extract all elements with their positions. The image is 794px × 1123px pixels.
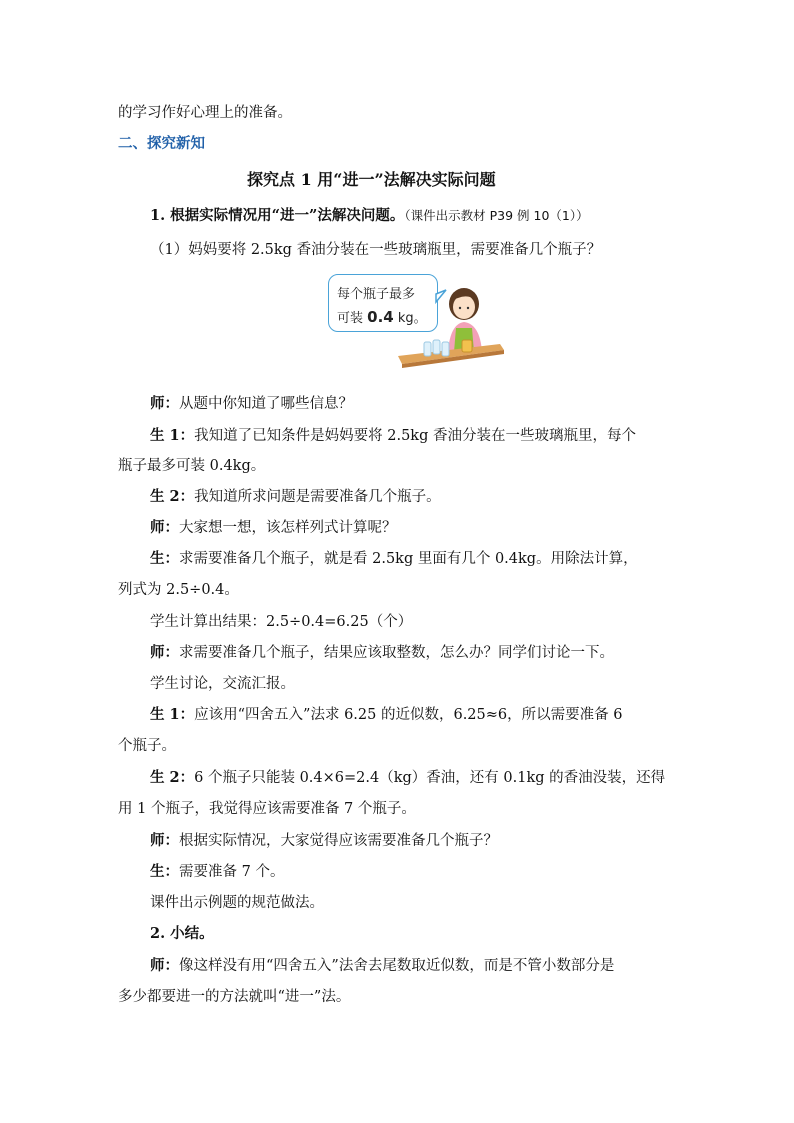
question-text: （1）妈妈要将 2.5kg 香油分装在一些玻璃瓶里，需要准备几个瓶子？ (150, 242, 602, 258)
utterance: 瓶子最多可装 0.4kg。 (118, 458, 266, 474)
bubble-prefix: 可装 (337, 311, 368, 326)
bubble-value: 0.4 (367, 308, 394, 326)
dialogue-line (150, 426, 636, 446)
utterance: 学生讨论，交流汇报。 (150, 676, 295, 692)
summary-text1: 像这样没有用“四舍五入”法舍去尾数取近似数，而是不管小数部分是 (179, 958, 615, 974)
dialogue-line (118, 799, 416, 819)
dialogue-line (150, 893, 324, 913)
dialogue-line (118, 580, 239, 600)
utterance: 我知道所求问题是需要准备几个瓶子。 (194, 489, 441, 505)
problem-illustration (328, 268, 504, 380)
speaker: 师： (150, 519, 179, 536)
speaker: 生： (150, 550, 179, 567)
utterance: 6 个瓶子只能装 0.4×6=2.4（kg）香油，还有 0.1kg 的香油没装，还得 (194, 770, 666, 786)
girl-face (453, 295, 475, 319)
dialogue-line (150, 862, 284, 882)
dialogue-line (150, 705, 622, 725)
dialogue-line (150, 643, 614, 663)
explore-title: 探究点 1 用“进一”法解决实际问题 (247, 170, 496, 189)
dialogue-line (150, 549, 638, 569)
utterance: 个瓶子。 (118, 738, 176, 754)
girl-eye-right (467, 307, 469, 309)
oil-jar-icon (462, 340, 472, 352)
glass-bottle-icon (424, 342, 431, 356)
utterance: 学生计算出结果：2.5÷0.4=6.25（个） (150, 614, 413, 630)
utterance: 用 1 个瓶子，我觉得应该需要准备 7 个瓶子。 (118, 801, 416, 817)
speaker: 生 1： (150, 706, 195, 723)
summary-line1 (150, 956, 614, 976)
point1-label: 1. 根据实际情况用“进一”法解决问题。 (150, 207, 405, 224)
dialogue-line (118, 456, 265, 476)
girl-eye-left (459, 307, 461, 309)
utterance: 根据实际情况，大家觉得应该需要准备几个瓶子？ (179, 833, 498, 849)
summary-line2: 多少都要进一的方法就叫“进一”法。 (118, 989, 351, 1005)
bubble-tail (436, 290, 446, 302)
point1-note: （课件出示教材 P39 例 10（1）） (404, 208, 589, 223)
dialogue-line (150, 394, 353, 414)
utterance: 应该用“四舍五入”法求 6.25 的近似数，6.25≈6，所以需要准备 6 (194, 707, 623, 723)
speaker: 生 1： (150, 427, 195, 444)
dialogue-line (118, 736, 176, 756)
dialogue-line (150, 612, 412, 632)
point1 (150, 206, 589, 226)
dialogue-line (150, 487, 441, 507)
summary-speaker: 师： (150, 957, 179, 974)
speaker: 师： (150, 395, 179, 412)
speaker: 师： (150, 644, 179, 661)
speaker: 生： (150, 863, 179, 880)
glass-bottle-icon (433, 340, 440, 354)
speaker: 生 2： (150, 769, 195, 786)
point2-label: 2. 小结。 (150, 925, 214, 942)
glass-bottle-icon (442, 342, 449, 356)
speaker: 师： (150, 832, 179, 849)
utterance: 需要准备 7 个。 (179, 864, 285, 880)
intro-line: 的学习作好心理上的准备。 (118, 105, 292, 121)
utterance: 列式为 2.5÷0.4。 (118, 582, 239, 598)
dialogue-line (150, 518, 397, 538)
dialogue-line (150, 768, 665, 788)
dialogue-line (150, 831, 498, 851)
bubble-suffix: kg。 (393, 311, 427, 326)
speaker: 生 2： (150, 488, 195, 505)
utterance: 大家想一想，该怎样列式计算呢？ (179, 520, 397, 536)
utterance: 课件出示例题的规范做法。 (150, 895, 324, 911)
utterance: 我知道了已知条件是妈妈要将 2.5kg 香油分装在一些玻璃瓶里，每个 (194, 428, 636, 444)
utterance: 求需要准备几个瓶子，结果应该取整数，怎么办？同学们讨论一下。 (179, 645, 614, 661)
bubble-line1: 每个瓶子最多 (337, 287, 416, 302)
utterance: 求需要准备几个瓶子，就是看 2.5kg 里面有几个 0.4kg。用除法计算， (179, 551, 638, 567)
dialogue-line (150, 674, 295, 694)
section-heading: 二、探究新知 (118, 135, 205, 152)
utterance: 从题中你知道了哪些信息？ (179, 396, 353, 412)
girl-table-svg (328, 268, 504, 380)
